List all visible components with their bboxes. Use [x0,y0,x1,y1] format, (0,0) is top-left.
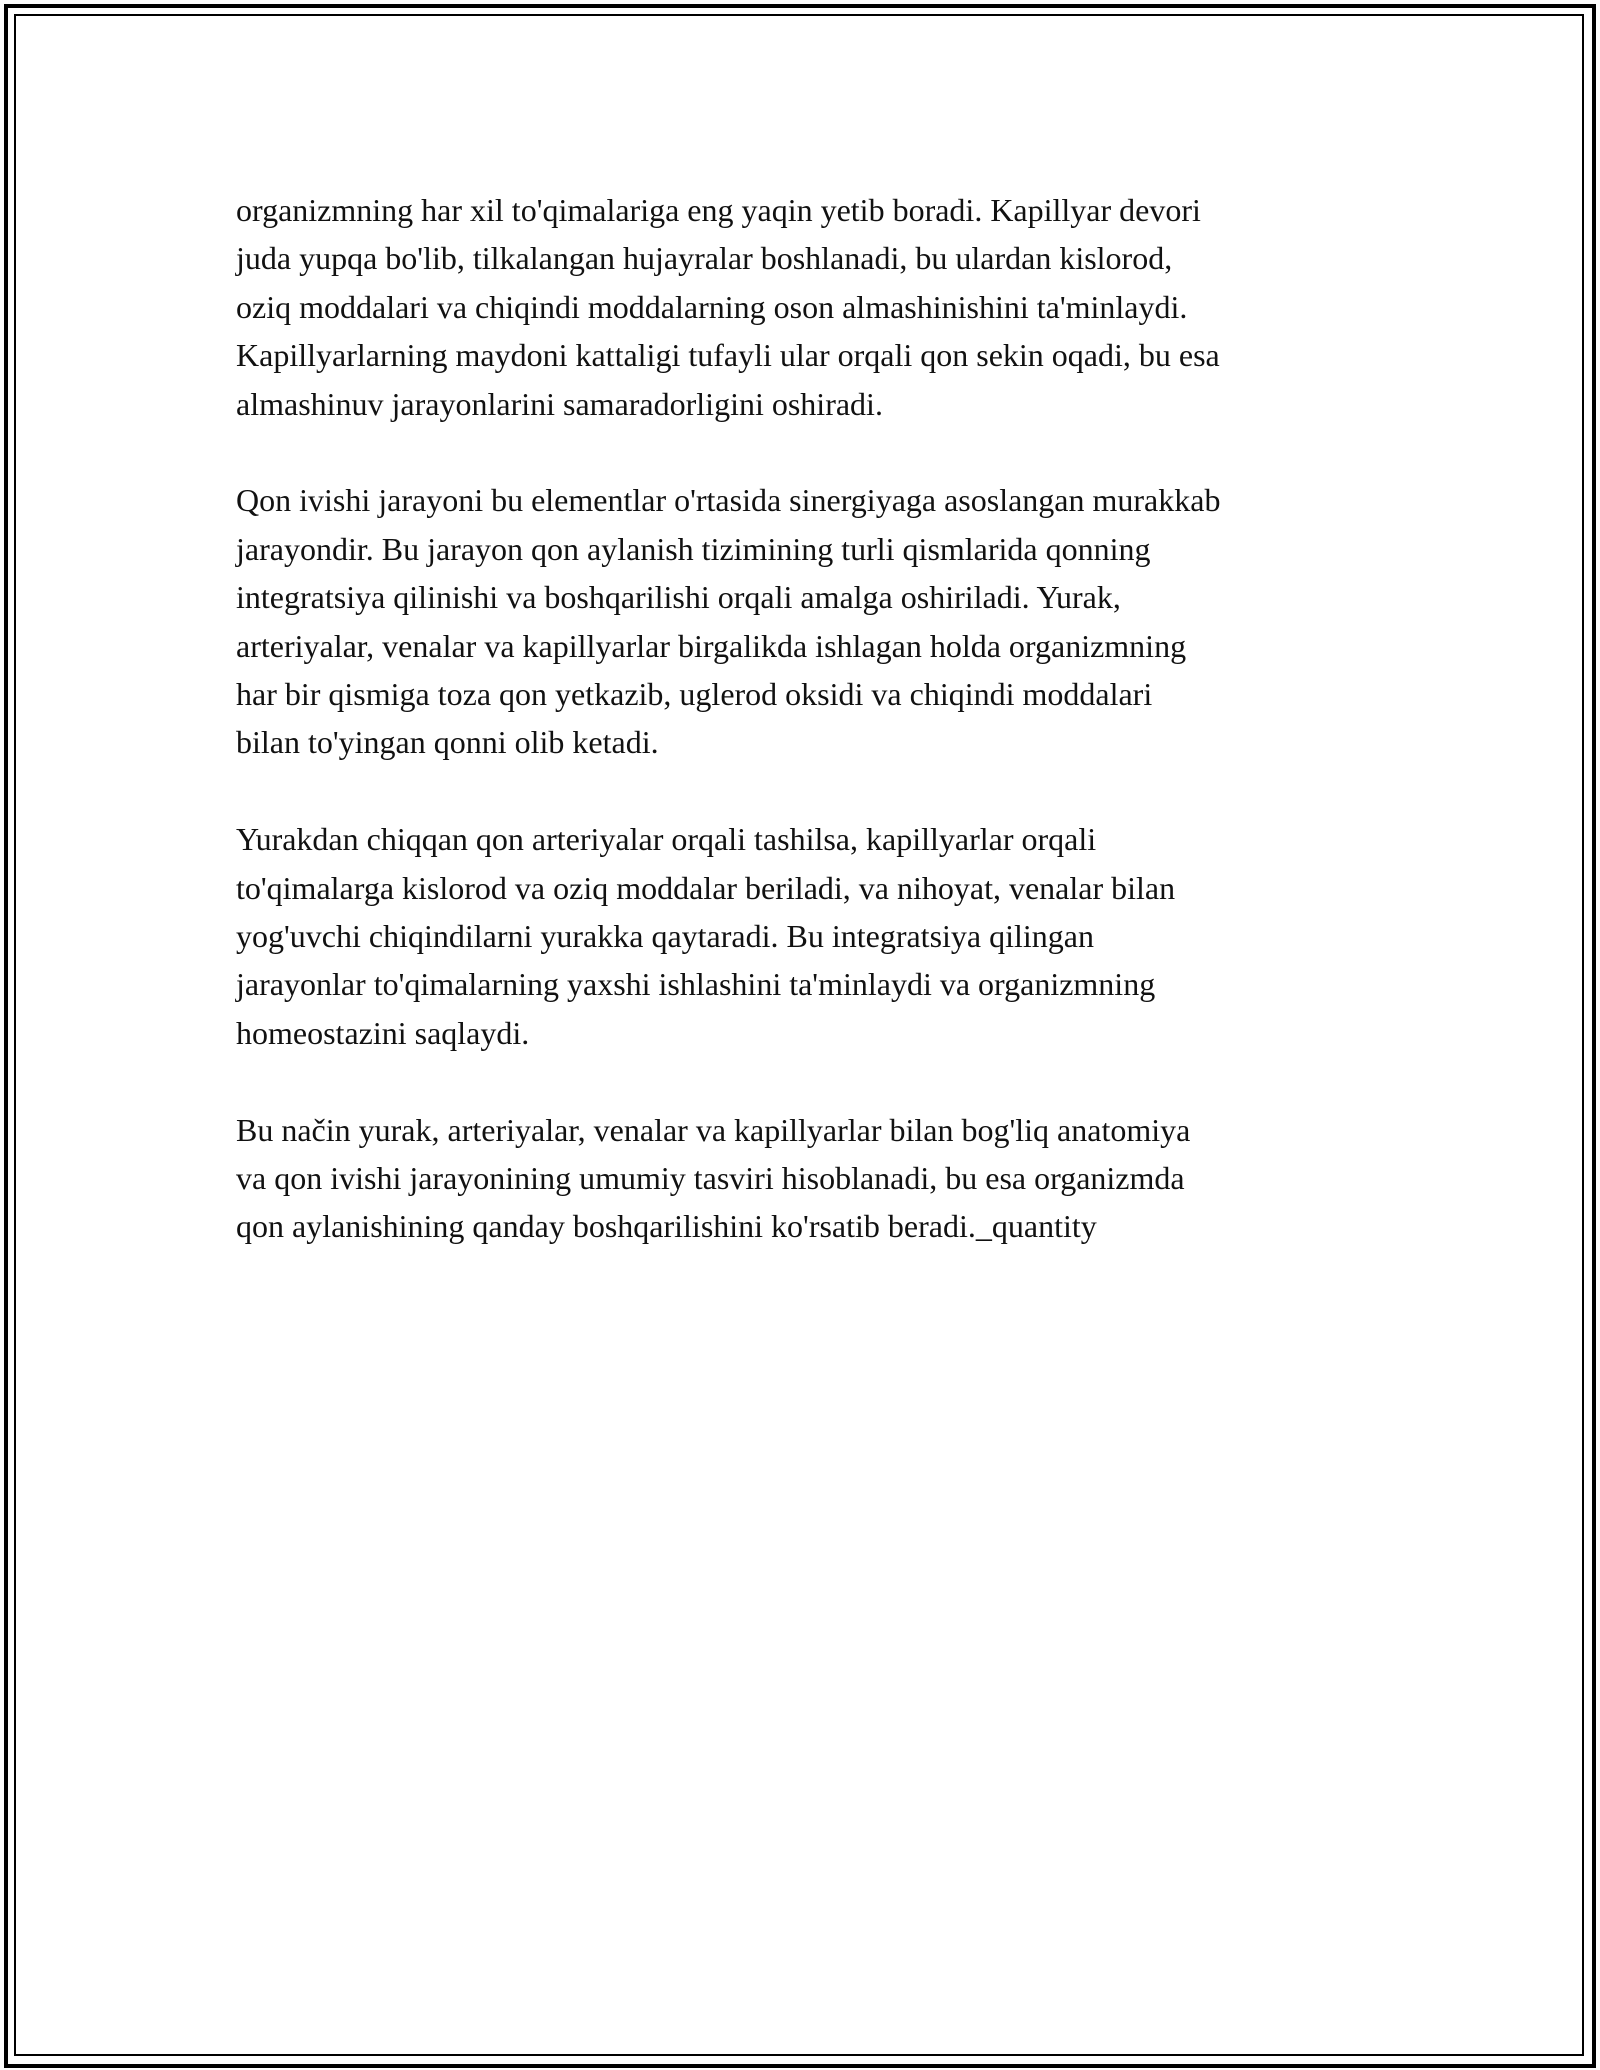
text-line: jarayonlar to'qimalarning yaxshi ishlashini ta'minlaydi va organizmning [236,966,1156,1003]
text-line: har bir qismiga toza qon yetkazib, uglerod oksidi va chiqindi moddalari [236,676,1153,713]
text-line: Qon ivishi jarayoni bu elementlar o'rtasida sinergiyaga asoslangan murakkab [236,482,1221,519]
document-body [236,186,1376,1299]
text-line: bilan to'yingan qonni olib ketadi. [236,724,659,761]
text-line: Yurakdan chiqqan qon arteriyalar orqali tashilsa, kapillyarlar orqali [236,821,1097,858]
text-line: organizmning har xil to'qimalariga eng yaqin yetib boradi. Kapillyar devori [236,192,1201,228]
text-line: integratsiya qilinishi va boshqarilishi orqali amalga oshiriladi. Yurak, [236,579,1121,616]
text-line: juda yupqa bo'lib, tilkalangan hujayralar boshlanadi, bu ulardan kislorod, [236,240,1173,277]
text-line: arteriyalar, venalar va kapillyarlar birgalikda ishlagan holda organizmning [236,627,1187,664]
text-line: to'qimalarga kislorod va oziq moddalar beriladi, va nihoyat, venalar bilan [236,869,1176,906]
paragraph-blood-clotting [236,476,1376,766]
text-line: almashinuv jarayonlarini samaradorligini oshiradi. [236,385,883,422]
text-line: Bu način yurak, arteriyalar, venalar va kapillyarlar bilan bog'liq anatomiya [236,1111,1191,1148]
text-line: yog'uvchi chiqindilarni yurakka qaytaradi. Bu integratsiya qilingan [236,918,1094,955]
paragraph-summary [236,1106,1376,1251]
text-line: va qon ivishi jarayonining umumiy tasviri hisoblanadi, bu esa organizmda [236,1160,1185,1197]
paragraph-capillaries [236,186,1376,428]
text-line: Kapillyarlarning maydoni kattaligi tufayli ular orqali qon sekin oqadi, bu esa [236,337,1220,374]
text-line: homeostazini saqlaydi. [236,1014,530,1051]
paragraph-circulation-flow [236,815,1376,1057]
text-line: qon aylanishining qanday boshqarilishini ko'rsatib beradi._quantity [236,1208,1097,1245]
text-line: jarayondir. Bu jarayon qon aylanish tizimining turli qismlarida qonning [236,530,1151,567]
text-line: oziq moddalari va chiqindi moddalarning oson almashinishini ta'minlaydi. [236,288,1188,325]
